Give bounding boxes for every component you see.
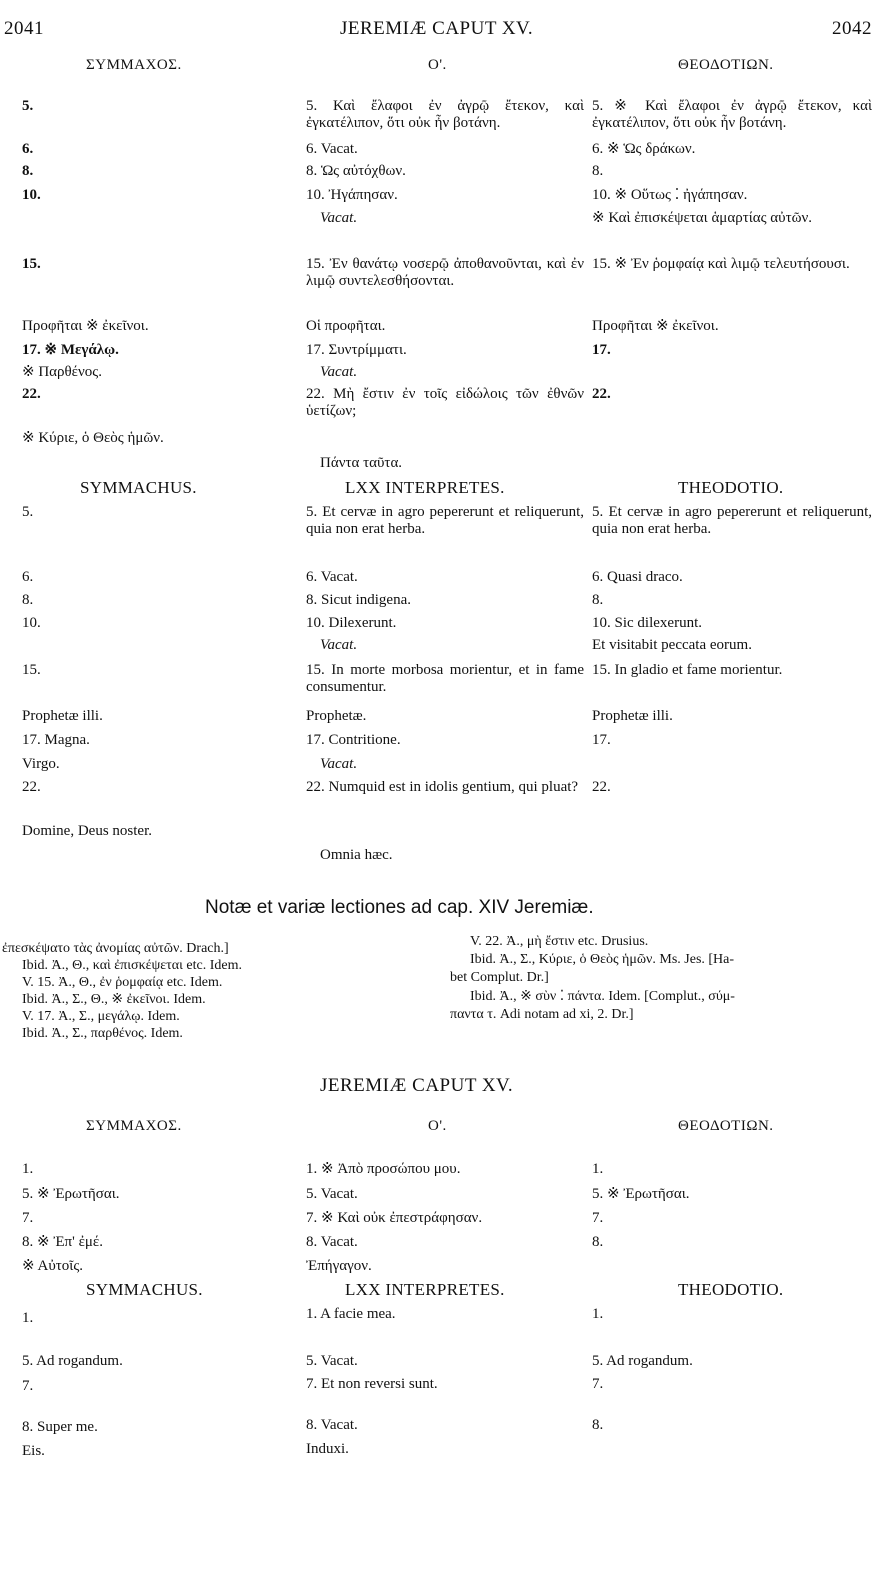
symmachus-cell: 8. Super me. xyxy=(22,1419,98,1435)
head-lxx-latin: LXX INTERPRETES. xyxy=(345,1280,505,1299)
symmachus-cell: 5. xyxy=(22,98,34,114)
lxx-cell: 8. Sicut indigena. xyxy=(306,592,411,608)
symmachus-cell: 8. xyxy=(22,592,34,608)
head-theodotion-greek: ΘΕΟΔΟΤΙΩΝ. xyxy=(678,1118,774,1134)
note-line: ἐπεσκέψατο τὰς ἀνομίας αὐτῶν. Drach.] xyxy=(2,941,229,956)
theodotion-cell: ※ Καὶ ἐπισκέψεται ἁμαρτίας αὐτῶν. xyxy=(592,210,813,226)
lxx-cell: 15. In morte morbosa morientur, et in fame consumentur. xyxy=(306,662,584,695)
page-number-right: 2042 xyxy=(832,18,872,39)
symmachus-cell: 15. xyxy=(22,662,41,678)
lxx-cell: 5. Et cervæ in agro pepererunt et reliquerunt, quia non erat herba. xyxy=(306,504,584,537)
symmachus-cell: ※ Αὐτοῖς. xyxy=(22,1258,84,1274)
theodotion-cell: 5. ※ Καὶ ἔλαφοι ἐν ἀγρῷ ἔτεκον, καὶ ἐγκατέλιπον, ὅτι οὐκ ἦν βοτάνη. xyxy=(592,98,872,131)
lxx-cell: 17. Contritione. xyxy=(306,732,401,748)
lxx-cell: 10. Dilexerunt. xyxy=(306,615,397,631)
symmachus-cell: 15. xyxy=(22,256,41,272)
lxx-cell: 15. Ἐν θανάτῳ νοσερῷ ἀποθανοῦνται, καὶ ἐν λιμῷ συντελεσθήσονται. xyxy=(306,256,584,289)
symmachus-cell: Virgo. xyxy=(22,756,60,772)
head-lxx-latin: LXX INTERPRETES. xyxy=(345,478,505,497)
lxx-cell: 1. A facie mea. xyxy=(306,1306,396,1322)
head-theodotion-greek: ΘΕΟΔΟΤΙΩΝ. xyxy=(678,57,774,73)
theodotion-cell: 17. xyxy=(592,342,611,358)
symmachus-cell: 5. Ad rogandum. xyxy=(22,1353,123,1369)
theodotion-cell: 5. Et cervæ in agro pepererunt et reliquerunt, quia non erat herba. xyxy=(592,504,872,537)
lxx-cell: 6. Vacat. xyxy=(306,141,358,157)
theodotion-cell: 7. xyxy=(592,1376,604,1392)
theodotion-cell: 22. xyxy=(592,779,611,795)
lxx-cell: Vacat. xyxy=(320,637,358,653)
symmachus-cell: Prophetæ illi. xyxy=(22,708,103,724)
theodotion-cell: 10. Sic dilexerunt. xyxy=(592,615,702,631)
lxx-cell: Omnia hæc. xyxy=(320,847,393,863)
theodotion-cell: 6. ※ Ὡς δράκων. xyxy=(592,141,696,157)
symmachus-cell: 7. xyxy=(22,1378,34,1394)
note-line: Ibid. Ἀ., ※ σὺν ⁚ πάντα. Idem. [Complut., σύμ- xyxy=(470,989,735,1004)
theodotion-cell: 1. xyxy=(592,1161,604,1177)
symmachus-cell: 6. xyxy=(22,569,34,585)
symmachus-cell: 17. Magna. xyxy=(22,732,90,748)
lxx-cell: Vacat. xyxy=(320,364,358,380)
head-lxx-greek: Ο'. xyxy=(428,57,447,73)
theodotion-cell: Προφῆται ※ ἐκεῖνοι. xyxy=(592,318,719,334)
note-line: bet Complut. Dr.] xyxy=(450,970,549,985)
lxx-cell: Vacat. xyxy=(320,210,358,226)
theodotion-cell: 10. ※ Οὕτως ⁚ ἠγάπησαν. xyxy=(592,187,748,203)
note-line: Ibid. Ἀ., Σ., Κύριε, ὁ Θεὸς ἡμῶν. Ms. Jes. [Ha- xyxy=(470,952,735,967)
theodotion-cell: 8. xyxy=(592,1417,604,1433)
symmachus-cell: 8. xyxy=(22,163,34,179)
lxx-cell: 6. Vacat. xyxy=(306,569,358,585)
lxx-cell: 10. Ἠγάπησαν. xyxy=(306,187,398,203)
head-theodotion-latin: THEODOTIO. xyxy=(678,478,784,497)
theodotion-cell: 7. xyxy=(592,1210,604,1226)
symmachus-cell: 10. xyxy=(22,187,41,203)
note-line: Ibid. Ἀ., Σ., παρθένος. Idem. xyxy=(22,1026,183,1041)
symmachus-cell: 8. ※ Ἐπ' ἐμέ. xyxy=(22,1234,103,1250)
theodotion-cell: 8. xyxy=(592,163,604,179)
lxx-cell: 5. Καὶ ἔλαφοι ἐν ἀγρῷ ἔτεκον, καὶ ἐγκατέλιπον, ὅτι οὐκ ἦν βοτάνη. xyxy=(306,98,584,131)
lxx-cell: Ἐπήγαγον. xyxy=(306,1258,372,1274)
lxx-cell: Prophetæ. xyxy=(306,708,367,724)
symmachus-cell: 22. xyxy=(22,386,41,402)
theodotion-cell: 8. xyxy=(592,592,604,608)
symmachus-cell: 5. xyxy=(22,504,34,520)
head-lxx-greek: Ο'. xyxy=(428,1118,447,1134)
symmachus-cell: ※ Παρθένος. xyxy=(22,364,102,380)
head-symmachus-latin: SYMMACHUS. xyxy=(86,1280,203,1299)
lxx-cell: 7. Et non reversi sunt. xyxy=(306,1376,438,1392)
page-title: JEREMIÆ CAPUT XV. xyxy=(340,18,534,39)
theodotion-cell: 6. Quasi draco. xyxy=(592,569,683,585)
page-number-left: 2041 xyxy=(4,18,44,39)
symmachus-cell: Προφῆται ※ ἐκεῖνοι. xyxy=(22,318,149,334)
lxx-cell: Πάντα ταῦτα. xyxy=(320,455,403,471)
notes-title: Notæ et variæ lectiones ad cap. XIV Jeremiæ. xyxy=(205,897,594,918)
note-line: V. 22. Ἀ., μὴ ἔστιν etc. Drusius. xyxy=(470,934,649,949)
symmachus-cell: 22. xyxy=(22,779,41,795)
theodotion-cell: 5. ※ Ἐρωτῆσαι. xyxy=(592,1186,690,1202)
lxx-cell: 22. Μὴ ἔστιν ἐν τοῖς εἰδώλοις τῶν ἐθνῶν ὑετίζων; xyxy=(306,386,584,419)
chapter-title: JEREMIÆ CAPUT XV. xyxy=(320,1075,514,1096)
theodotion-cell: 15. In gladio et fame morientur. xyxy=(592,662,783,678)
symmachus-cell: 10. xyxy=(22,615,41,631)
lxx-cell: Induxi. xyxy=(306,1441,349,1457)
symmachus-cell: 1. xyxy=(22,1161,34,1177)
lxx-cell: 8. Vacat. xyxy=(306,1234,358,1250)
theodotion-cell: 5. Ad rogandum. xyxy=(592,1353,693,1369)
lxx-cell: 1. ※ Ἀπὸ προσώπου μου. xyxy=(306,1161,461,1177)
lxx-cell: 5. Vacat. xyxy=(306,1186,358,1202)
lxx-cell: 7. ※ Καὶ οὐκ ἐπεστράφησαν. xyxy=(306,1210,483,1226)
symmachus-cell: Eis. xyxy=(22,1443,45,1459)
lxx-cell: 22. Numquid est in idolis gentium, qui pluat? xyxy=(306,779,579,795)
note-line: παντα τ. Adi notam ad xi, 2. Dr.] xyxy=(450,1007,634,1022)
lxx-cell: 8. Ὡς αὐτόχθων. xyxy=(306,163,406,179)
symmachus-cell: 6. xyxy=(22,141,34,157)
theodotion-cell: 17. xyxy=(592,732,611,748)
lxx-cell: 8. Vacat. xyxy=(306,1417,358,1433)
lxx-cell: 5. Vacat. xyxy=(306,1353,358,1369)
symmachus-cell: 5. ※ Ἐρωτῆσαι. xyxy=(22,1186,120,1202)
theodotion-cell: 1. xyxy=(592,1306,604,1322)
note-line: Ibid. Ἀ., Θ., καὶ ἐπισκέψεται etc. Idem. xyxy=(22,958,242,973)
head-symmachus-greek: ΣΥΜΜΑΧΟΣ. xyxy=(86,57,182,73)
theodotion-cell: 22. xyxy=(592,386,611,402)
head-theodotion-latin: THEODOTIO. xyxy=(678,1280,784,1299)
note-line: V. 15. Ἀ., Θ., ἐν ῥομφαίᾳ etc. Idem. xyxy=(22,975,223,990)
lxx-cell: 17. Συντρίμματι. xyxy=(306,342,407,358)
theodotion-cell: 15. ※ Ἐν ῥομφαίᾳ καὶ λιμῷ τελευτήσουσι. xyxy=(592,256,850,272)
theodotion-cell: Et visitabit peccata eorum. xyxy=(592,637,752,653)
note-line: V. 17. Ἀ., Σ., μεγάλῳ. Idem. xyxy=(22,1009,180,1024)
note-line: Ibid. Ἀ., Σ., Θ., ※ ἐκεῖνοι. Idem. xyxy=(22,992,206,1007)
head-symmachus-latin: SYMMACHUS. xyxy=(80,478,197,497)
symmachus-cell: 17. ※ Μεγάλῳ. xyxy=(22,342,119,358)
lxx-cell: Οἱ προφῆται. xyxy=(306,318,386,334)
symmachus-cell: ※ Κύριε, ὁ Θεὸς ἡμῶν. xyxy=(22,430,164,446)
theodotion-cell: Prophetæ illi. xyxy=(592,708,673,724)
head-symmachus-greek: ΣΥΜΜΑΧΟΣ. xyxy=(86,1118,182,1134)
theodotion-cell: 8. xyxy=(592,1234,604,1250)
symmachus-cell: Domine, Deus noster. xyxy=(22,823,152,839)
symmachus-cell: 1. xyxy=(22,1310,34,1326)
symmachus-cell: 7. xyxy=(22,1210,34,1226)
lxx-cell: Vacat. xyxy=(320,756,358,772)
